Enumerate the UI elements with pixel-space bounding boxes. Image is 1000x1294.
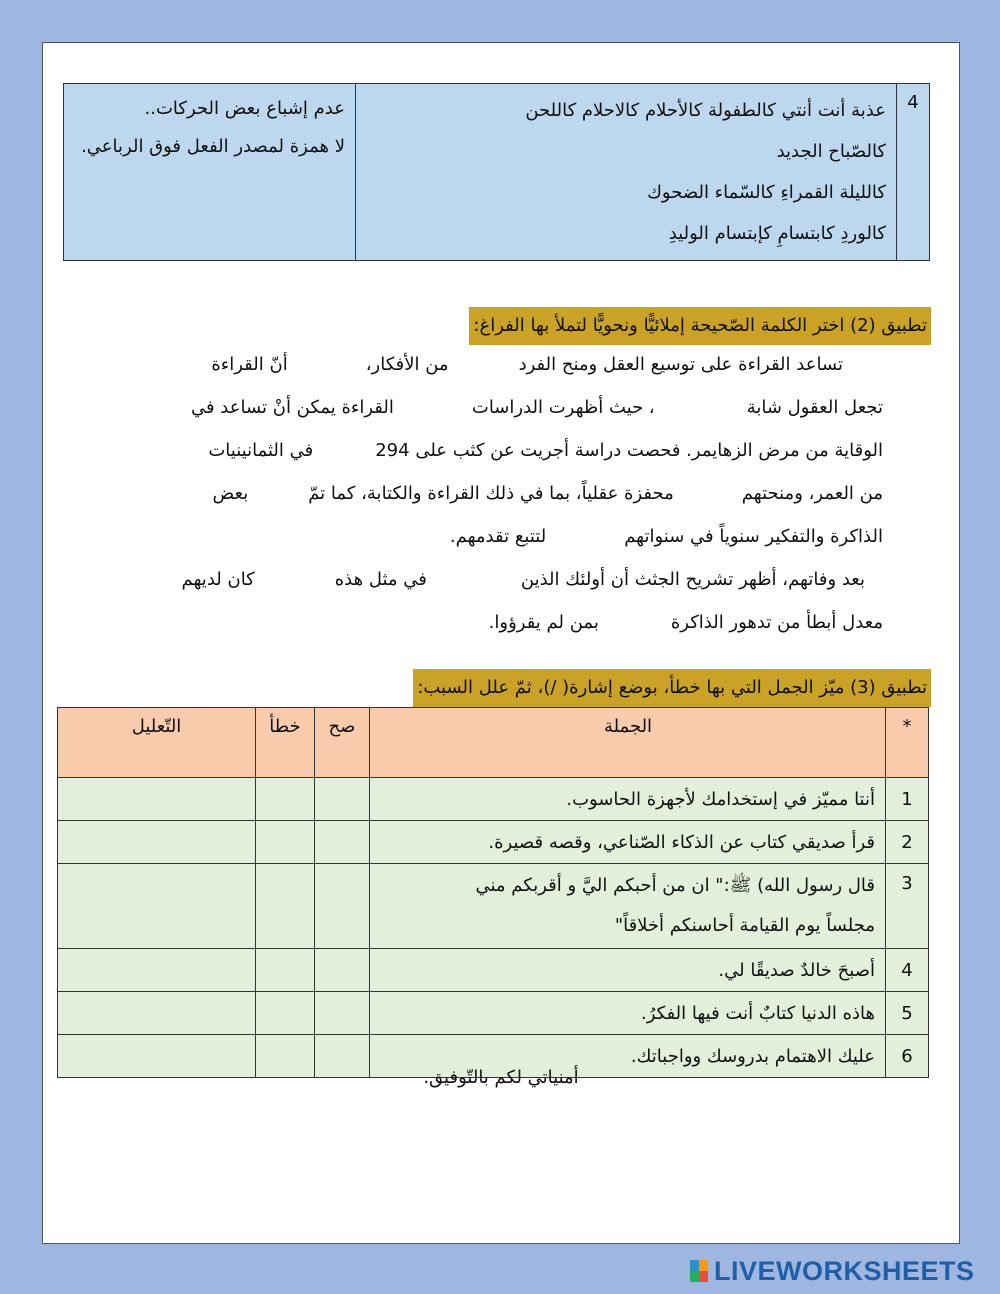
table-row xyxy=(58,821,929,864)
reason-cell[interactable] xyxy=(58,778,256,821)
table-row xyxy=(58,864,929,949)
row-number: 6 xyxy=(886,1035,929,1078)
wrong-cell[interactable] xyxy=(256,778,315,821)
poem-cell xyxy=(356,84,897,261)
wrong-cell[interactable] xyxy=(256,864,315,949)
reason-cell[interactable] xyxy=(58,864,256,949)
wrong-cell[interactable] xyxy=(256,992,315,1035)
paragraph-line: تجعل العقول شابة، حيث أظهرت الدراساتالقراءة يمكن أنْ تساعد في xyxy=(190,397,883,418)
sentence-cell: عليك الاهتمام بدروسك وواجباتك. xyxy=(370,1035,886,1078)
closing-message: أمنياتي لكم بالتّوفيق. xyxy=(423,1067,579,1088)
table-row xyxy=(58,992,929,1035)
table-row xyxy=(58,949,929,992)
table-row xyxy=(58,778,929,821)
liveworksheets-logo xyxy=(690,1256,975,1286)
poem-line: كالوردِ كابتسامِ كإبتسام الوليدِ xyxy=(668,223,886,244)
poem-corrections-table xyxy=(63,83,930,261)
row-number: 1 xyxy=(886,778,929,821)
worksheet-page xyxy=(42,42,960,1244)
row-number: 2 xyxy=(886,821,929,864)
header-star: * xyxy=(886,708,929,778)
sentence-judgement-table xyxy=(57,707,929,1078)
sentence-cell xyxy=(370,864,886,949)
correct-cell[interactable] xyxy=(315,821,370,864)
wrong-cell[interactable] xyxy=(256,949,315,992)
sentence-cell: أنتا مميّز في إستخدامك لأجهزة الحاسوب. xyxy=(370,778,886,821)
header-wrong: خطأ xyxy=(256,708,315,778)
header-correct: صح xyxy=(315,708,370,778)
exercise-2-heading: تطبيق (2) اختر الكلمة الصّحيحة إملائيًّا ونحويًّا لتملأ بها الفراغ: xyxy=(469,307,931,345)
correct-cell[interactable] xyxy=(315,949,370,992)
logo-icon xyxy=(690,1260,708,1282)
sentence-line: قال رسول الله) ﷺ:" ان من أحبكم اليَّ و أقربكم مني xyxy=(475,875,875,896)
row-number: 4 xyxy=(897,84,930,261)
paragraph-line: تساعد القراءة على توسيع العقل ومنح الفردمن الأفكار،أنّ القراءة xyxy=(211,354,843,375)
row-number: 3 xyxy=(886,864,929,949)
logo-text: LIVEWORKSHEETS xyxy=(714,1255,975,1286)
header-sentence: الجملة xyxy=(370,708,886,778)
sentence-line: مجلساً يوم القيامة أحاسنكم أخلاقاً" xyxy=(614,915,875,936)
reason-cell[interactable] xyxy=(58,949,256,992)
reason-cell[interactable] xyxy=(58,992,256,1035)
correct-cell[interactable] xyxy=(315,992,370,1035)
wrong-cell[interactable] xyxy=(256,821,315,864)
paragraph-line: الذاكرة والتفكير سنوياً في سنواتهملتتبع تقدمهم. xyxy=(449,526,883,547)
row-number: 4 xyxy=(886,949,929,992)
fill-blank-paragraph xyxy=(115,343,883,644)
reason-cell[interactable] xyxy=(58,821,256,864)
exercise-3-heading: تطبيق (3) ميّز الجمل التي بها خطأ، بوضع إشارة( /)، ثمّ علل السبب: xyxy=(413,669,931,707)
note-line: لا همزة لمصدر الفعل فوق الرباعي. xyxy=(81,136,345,157)
poem-line: كالليلة القمراءِ كالسّماء الضحوك xyxy=(647,182,886,203)
sentence-cell: أصبحَ خالدٌ صديقًا لي. xyxy=(370,949,886,992)
correct-cell[interactable] xyxy=(315,864,370,949)
paragraph-line: معدل أبطأ من تدهور الذاكرةبمن لم يقرؤوا. xyxy=(488,612,883,633)
sentence-cell: قرأ صديقي كتاب عن الذكاء الصّناعي، وقصه قصيرة. xyxy=(370,821,886,864)
correct-cell[interactable] xyxy=(315,778,370,821)
poem-line: كالصّباح الجديد xyxy=(776,141,886,162)
row-number: 5 xyxy=(886,992,929,1035)
paragraph-line: بعد وفاتهم، أظهر تشريح الجثث أن أولئك الذينفي مثل هذهكان لديهم xyxy=(181,569,865,590)
header-reason: التّعليل xyxy=(58,708,256,778)
sentence-cell: هاذه الدنيا كتابٌ أنت فيها الفكرُ. xyxy=(370,992,886,1035)
note-line: عدم إشباع بعض الحركات.. xyxy=(144,98,345,119)
paragraph-line: من العمر، ومنحتهممحفزة عقلياً، بما في ذلك القراءة والكتابة، كما تمّبعض xyxy=(212,483,883,504)
poem-line: عذبة أنت أنتي كالطفولة كالأحلام كالاحلام كاللحن xyxy=(525,100,886,121)
paragraph-line: الوقاية من مرض الزهايمر. فحصت دراسة أجريت عن كثب على 294في الثمانينيات xyxy=(208,440,883,461)
notes-cell xyxy=(64,84,356,261)
